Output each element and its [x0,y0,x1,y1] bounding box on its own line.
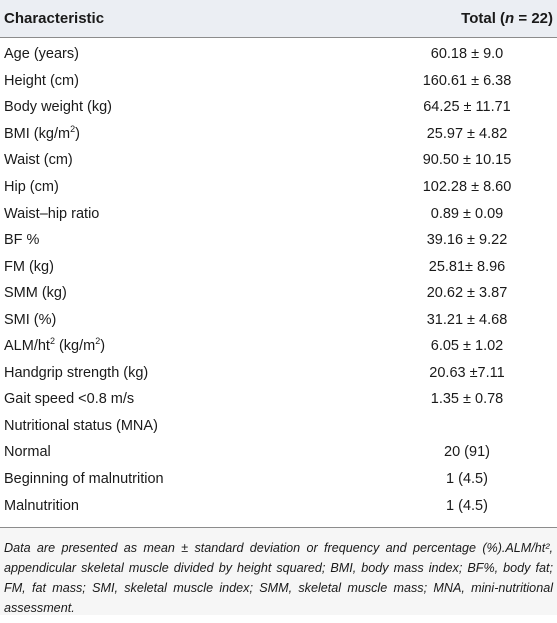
table-row [0,68,557,95]
row-value: 160.61 ± 6.38 [422,72,512,89]
row-label: Beginning of malnutrition [4,471,164,488]
row-label: Malnutrition [4,497,79,514]
row-label: Age (years) [4,46,79,63]
row-value: 64.25 ± 11.71 [423,99,511,116]
table-row [0,413,557,440]
table-row [0,280,557,307]
row-label: FM (kg) [4,258,54,275]
row-label: BF % [4,232,40,249]
table-row [0,439,557,466]
table-row [0,466,557,493]
row-label: Height (cm) [4,72,79,89]
row-value: 1.35 ± 0.78 [430,391,504,408]
table-row [0,492,557,519]
row-label: ALM/$ht^2$ $(kg/m^2)$ [4,336,106,355]
table-row [0,253,557,280]
table-row [0,360,557,387]
row-label: Hip (cm) [4,179,59,195]
table-row [0,121,557,148]
row-label: Gait speed <0.8 m/s [4,391,135,408]
table-body [0,38,557,519]
table-header [0,0,557,38]
row-value: 20.62 ± 3.87 [426,285,508,302]
row-label: Body weight (kg) [4,99,112,116]
row-value: 1 (4.5) [446,471,488,488]
row-value: 1 (4.5) [446,497,488,514]
row-label: Waist (cm) [4,152,73,169]
table-row [0,174,557,201]
row-label: Nutritional status (MNA) [4,417,158,434]
table-row [0,41,557,68]
table-row [0,147,557,174]
row-label: Normal [4,444,51,461]
row-value: 20.63 ±7.11 [429,364,505,381]
table-row [0,333,557,360]
table-footnote: Data are presented as mean ± standard deviation or frequency and percentage (%).ALM/ht², appendicular skeletal muscle divided by height squared; BMI, body mass index; BF%, body fat; FM, fat mass; SMI, skeletal muscle index; SMM, skeletal muscle mass; MNA, mini-nutritional assessment. [0,527,557,615]
row-label: Handgrip strength (kg) [4,364,149,381]
row-value: 90.50 ± 10.15 [422,152,512,169]
row-label: SMI (%) [4,311,57,328]
row-value: 25.81± 8.96 [428,258,506,275]
table-row [0,306,557,333]
table-row [0,94,557,121]
table-row [0,200,557,227]
table-row [0,386,557,413]
header-total: Total (n = 22) [461,10,553,27]
row-value: 0.89 ± 0.09 [430,205,504,222]
row-value: 102.28 ± 8.60 [422,179,512,195]
row-value: 39.16 ± 9.22 [426,232,508,249]
table-row [0,227,557,254]
row-value: 20 (91) [444,444,490,461]
row-value: 60.18 ± 9.0 [430,46,504,63]
row-value: 25.97 ± 4.82 [426,125,508,142]
row-label: BMI $(kg/m^2)$ [4,124,80,142]
row-label: SMM (kg) [4,285,67,302]
row-label: Waist–hip ratio [4,205,100,222]
row-value: 31.21 ± 4.68 [426,311,508,328]
header-characteristic: Characteristic [4,10,105,27]
row-value: 6.05 ± 1.02 [430,338,504,355]
